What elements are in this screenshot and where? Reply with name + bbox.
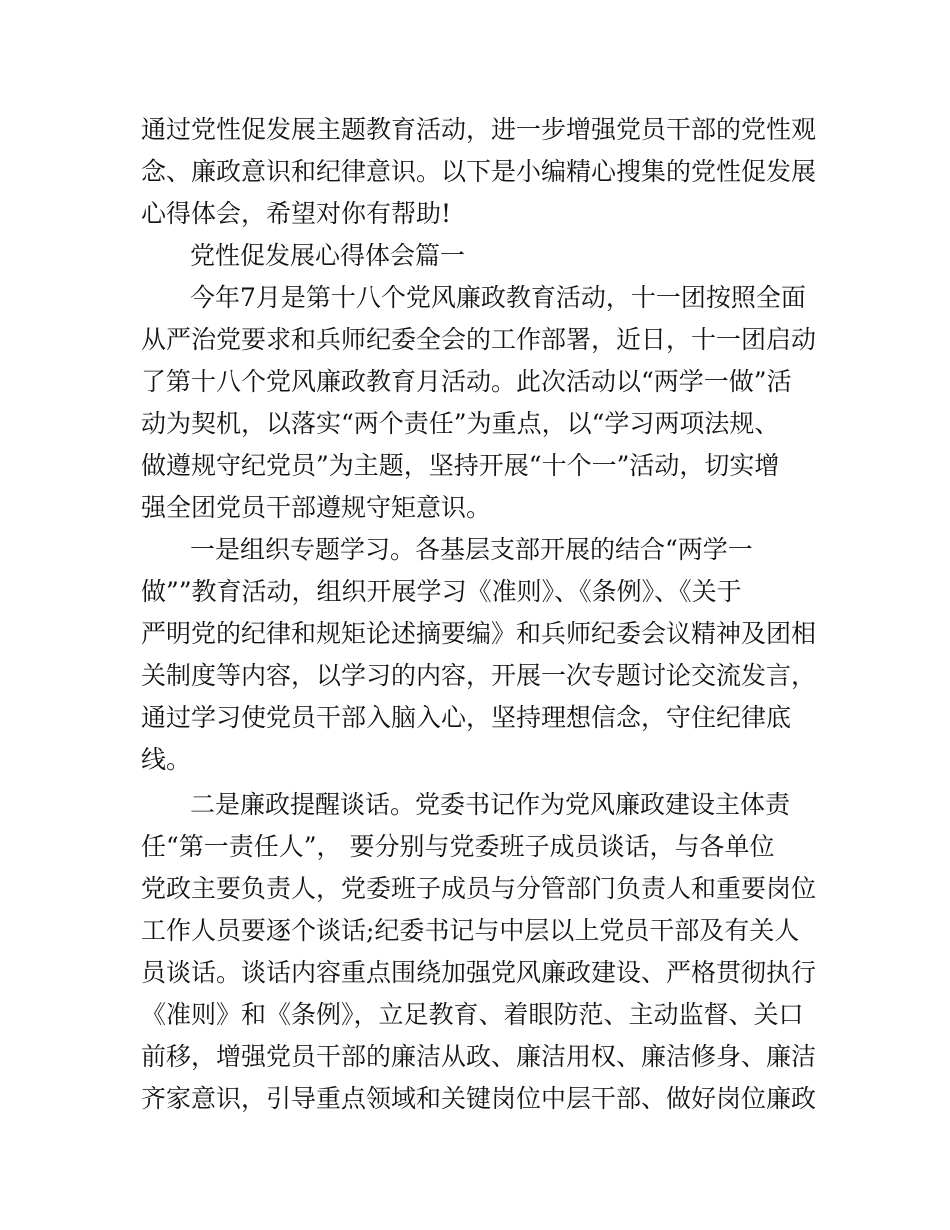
text-line: 做””教育活动，组织开展学习《准则》、《条例》、《关于 bbox=[141, 577, 742, 606]
text-line: 任“第一责任人”， 要分别与党委班子成员谈话，与各单位 bbox=[141, 832, 775, 861]
text-line: 齐家意识，引导重点领域和关键岗位中层干部、做好岗位廉政 bbox=[141, 1084, 817, 1113]
text-line: 党政主要负责人，党委班子成员与分管部门负责人和重要岗位 bbox=[141, 874, 817, 903]
text-line: 今年7月是第十八个党风廉政教育活动，十一团按照全面 bbox=[190, 283, 806, 312]
section-heading: 党性促发展心得体会篇一 bbox=[190, 241, 466, 270]
text-line: 《准则》和《条例》，立足教育、着眼防范、主动监督、关口 bbox=[141, 1000, 804, 1029]
text-line: 做遵规守纪党员”为主题，坚持开展“十个一”活动，切实增 bbox=[141, 451, 780, 480]
text-line: 前移，增强党员干部的廉洁从政、廉洁用权、廉洁修身、廉洁 bbox=[141, 1042, 817, 1071]
text-line: 了第十八个党风廉政教育月活动。此次活动以“两学一做”活 bbox=[141, 367, 792, 396]
text-line: 念、廉政意识和纪律意识。以下是小编精心搜集的党性促发展 bbox=[141, 157, 817, 186]
text-line: 心得体会，希望对你有帮助! bbox=[141, 199, 452, 228]
text-line: 二是廉政提醒谈话。党委书记作为党风廉政建设主体责 bbox=[190, 790, 791, 819]
text-line: 强全团党员干部遵规守矩意识。 bbox=[141, 493, 492, 522]
text-line: 严明党的纪律和规矩论述摘要编》和兵师纪委会议精神及团相 bbox=[141, 619, 817, 648]
text-line: 通过党性促发展主题教育活动，进一步增强党员干部的党性观 bbox=[141, 115, 817, 144]
text-line: 一是组织专题学习。各基层支部开展的结合“两学一 bbox=[190, 535, 753, 564]
text-line: 从严治党要求和兵师纪委全会的工作部署，近日，十一团启动 bbox=[141, 325, 817, 354]
text-line: 工作人员要逐个谈话;纪委书记与中层以上党员干部及有关人 bbox=[141, 916, 800, 945]
text-line: 员谈话。谈话内容重点围绕加强党风廉政建设、严格贯彻执行 bbox=[141, 958, 817, 987]
text-line: 关制度等内容，以学习的内容，开展一次专题讨论交流发言， bbox=[141, 661, 817, 690]
text-line: 动为契机，以落实“两个责任”为重点，以“学习两项法规、 bbox=[141, 409, 780, 438]
text-line: 线。 bbox=[141, 745, 192, 774]
text-line: 通过学习使党员干部入脑入心，坚持理想信念，守住纪律底 bbox=[141, 703, 792, 732]
